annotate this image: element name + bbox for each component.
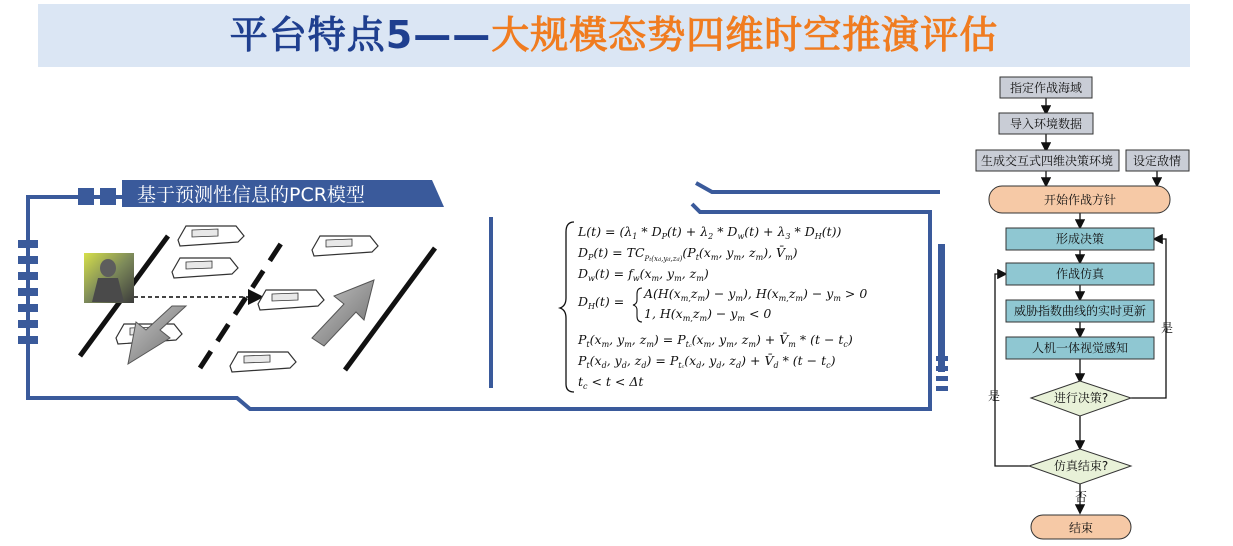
equation-3: $D_w(t) = f_w(x_m$, $y_m$, $z_m$) [578,266,709,283]
equation-6: $P_t(x_d$, $y_d$, $z_d) = P_{tc}(x_d$, $y_d$, $z_d$) + $V̄_d * (t - t_c)$ [578,353,836,370]
equation-7: $t_c < t < \Delta t$ [578,374,644,391]
node-start-plan: 开始作战方针 [1043,193,1117,207]
equation-2: $D_P(t) = TC_{Pt(xd,yd,zd)}(P_t(x_m$, $y_m$, $z_m$), $V̄_m$) [578,245,798,263]
node-decide-q: 进行决策? [1053,391,1109,405]
pedestrian-figure [84,253,134,303]
equation-brace [560,222,574,392]
equation-5: $P_t(x_m$, $y_m$, $z_m) = P_{tc}(x_m$, $y_m$, $z_m$) + $V̄_m * (t - t_c)$ [578,332,853,349]
node-combat-sim: 作战仿真 [1055,267,1105,281]
node-gen-env: 生成交互式四维决策环境 [980,154,1114,168]
equation-4-lhs: $D_H(t)$ = [578,294,625,311]
node-end: 结束 [1068,521,1094,535]
edge-label-yes-left: 是 [988,389,1001,403]
edge-label-yes-right: 是 [1161,321,1174,335]
car-1 [178,226,244,246]
node-import-env: 导入环境数据 [1009,117,1083,131]
car-2 [172,258,238,278]
car-3 [312,236,378,256]
title-part-1: 平台特点5—— [229,13,492,57]
node-threat-update: 威胁指数曲线的实时更新 [1013,304,1147,318]
node-hmi-perception: 人机一体视觉感知 [1031,341,1129,355]
panel-tab-label: 基于预测性信息的PCR模型 [137,184,365,206]
equation-block [560,222,867,392]
equation-4-brace [633,288,642,322]
equation-4-case-1: $A(H(x_{m,}z_m) - y_m)$, $H(x_{m,}z_m) - y_m > 0$ [644,286,868,303]
edge-label-no: 否 [1075,490,1088,504]
node-set-enemy: 设定敌情 [1132,154,1182,168]
node-form-decision: 形成决策 [1055,232,1105,246]
title-part-2: 大规模态势四维时空推演评估 [491,13,999,57]
motion-arrow-up-right [312,280,374,346]
car-4 [258,290,324,310]
flowchart [976,77,1189,539]
car-6 [230,352,296,372]
pcr-illustration [80,226,435,372]
node-designate-sea: 指定作战海域 [1009,81,1083,95]
node-sim-end-q: 仿真结束? [1053,459,1109,473]
equation-4-case-2: 1, $H(x_{m,}z_m) - y_m < 0$ [644,306,772,323]
equation-1: $L(t) = (\lambda_1 * D_P(t) + \lambda_2 * D_w(t) + \lambda_3 * D_H(t))$ [578,224,842,241]
